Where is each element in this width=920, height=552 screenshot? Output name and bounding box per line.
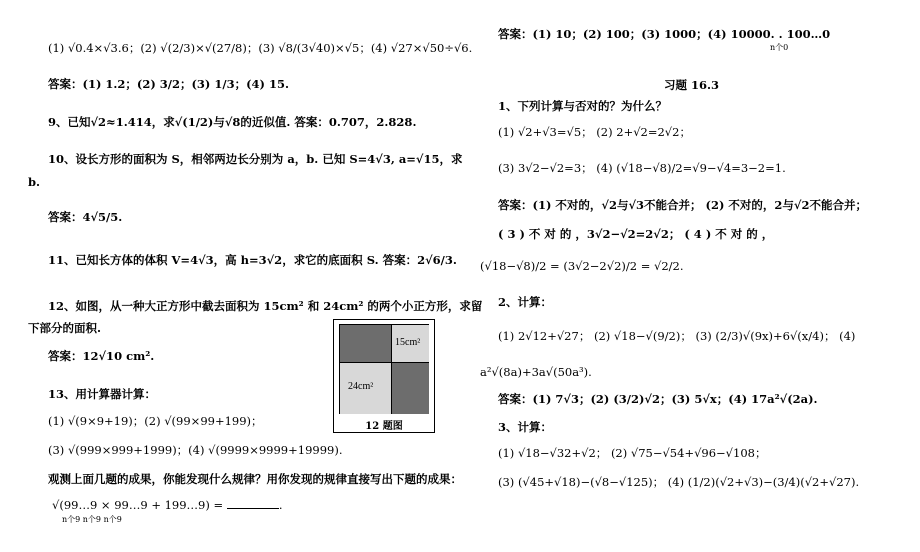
- answer-top-sub: n个0: [770, 43, 789, 52]
- answer-blank: [227, 508, 279, 509]
- q13-items-b: (3) √(999×999+1999)；(4) √(9999×9999+19999).: [48, 443, 343, 457]
- q3-items-a: (1) √18−√32+√2； (2) √75−√54+√96−√108；: [498, 446, 767, 460]
- q11-text: 11、已知长方体的体积 V=4√3，高 h=3√2，求它的底面积 S. 答案：2√6/3.: [48, 253, 457, 267]
- q13-title: 13、用计算器计算：: [48, 387, 157, 401]
- q1-answer-b: ( 3 ) 不 对 的 ，3√2−√2=2√2； ( 4 ) 不 对 的 ，: [498, 227, 774, 241]
- q8-answer: 答案：(1) 1.2；(2) 3/2；(3) 1/3；(4) 15.: [48, 77, 289, 91]
- last-expression-sub: n个9 n个9 n个9: [62, 515, 122, 524]
- q1-answer-c: (√18−√8)/2 = (3√2−2√2)/2 = √2/2.: [480, 259, 684, 273]
- squares-figure: [333, 319, 435, 433]
- q2-items-a: (1) 2√12+√27； (2) √18−√(9/2)； (3) (2/3)√(9x)+6√(x/4)； (4): [498, 329, 856, 343]
- last-expression-text: √(99…9 × 99…9 + 199…9) =: [52, 498, 224, 512]
- q13-items-a: (1) √(9×9+19)；(2) √(99×99+199)；: [48, 414, 263, 428]
- answer-top: 答案：(1) 10；(2) 100；(3) 1000；(4) 10000. . 100…0: [498, 27, 831, 41]
- q1-items-b: (3) 3√2−√2=3； (4) (√18−√8)/2=√9−√4=3−2=1.: [498, 161, 786, 175]
- q2-answer: 答案：(1) 7√3；(2) (3/2)√2；(3) 5√x；(4) 17a²√(2a).: [498, 392, 818, 406]
- q10-line1: 10、设长方形的面积为 S，相邻两边长分别为 a，b. 已知 S=4√3, a=√15，求: [48, 152, 463, 166]
- q3-items-b: (3) (√45+√18)−(√8−√125)； (4) (1/2)(√2+√3)−(3/4)(√2+√27).: [498, 475, 860, 489]
- big-square: [339, 324, 429, 414]
- q12-line1: 12、如图，从一种大正方形中截去面积为 15cm² 和 24cm² 的两个小正方形，求留: [48, 299, 483, 313]
- q12-answer: 答案：12√10 cm².: [48, 349, 155, 363]
- q3-title: 3、计算：: [498, 420, 553, 434]
- q12-line2: 下部分的面积.: [28, 321, 102, 335]
- q1-title: 1、下列计算与否对的？为什么？: [498, 99, 667, 113]
- section-title: 习题 16.3: [664, 78, 720, 92]
- label-24cm2: 24cm²: [348, 381, 374, 392]
- q10-answer: 答案：4√5/5.: [48, 210, 123, 224]
- q9-text: 9、已知√2≈1.414，求√(1/2)与√8的近似值. 答案：0.707，2.828.: [48, 115, 417, 129]
- small-square-24: [340, 362, 391, 414]
- q1-items-a: (1) √2+√3=√5； (2) 2+√2=2√2；: [498, 125, 691, 139]
- small-square-15: [391, 325, 429, 362]
- last-expression: [52, 497, 282, 513]
- cut-square-bottom-right: [391, 362, 429, 414]
- q8-items: (1) √0.4×√3.6；(2) √(2/3)×√(27/8)；(3) √8/(3√40)×√5；(4) √27×√50÷√6.: [48, 41, 473, 55]
- q10-line2: b.: [28, 175, 41, 189]
- q2-items-b: a²√(8a)+3a√(50a³).: [480, 365, 592, 379]
- label-15cm2: 15cm²: [395, 337, 421, 348]
- observe-text: 观测上面几题的成果，你能发现什么规律？用你发现的规律直接写出下题的成果：: [48, 472, 462, 486]
- period-mark: .: [278, 498, 283, 512]
- q1-answer-a: 答案：(1) 不对的，√2与√3不能合并； (2) 不对的，2与√2不能合并；: [498, 198, 867, 212]
- q2-title: 2、计算：: [498, 295, 553, 309]
- figure-caption: 12 题图: [365, 421, 403, 432]
- cut-square-top-left: [340, 325, 391, 362]
